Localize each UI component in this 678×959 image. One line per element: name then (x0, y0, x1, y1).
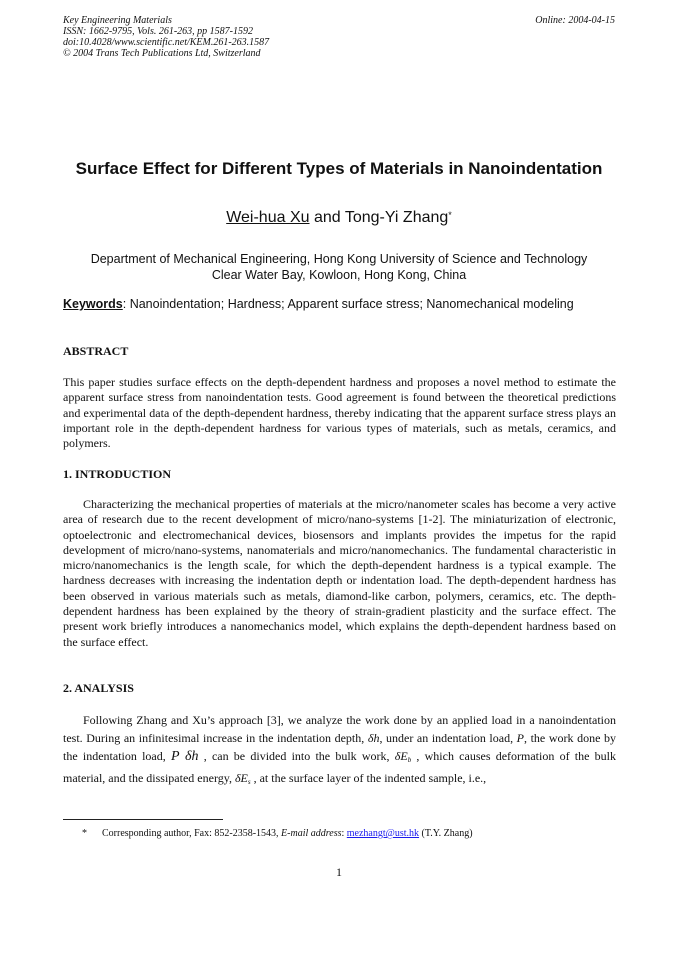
footnote (82, 828, 473, 839)
journal-name: Key Engineering Materials (63, 15, 172, 26)
analysis-text (63, 711, 616, 791)
online-date: Online: 2004-04-15 (535, 15, 615, 26)
page-number: 1 (336, 865, 342, 879)
footnote-divider (63, 819, 223, 820)
footnote-text: Corresponding author, Fax: 852-2358-1543, (102, 828, 282, 839)
footnote-author: (T.Y. Zhang) (419, 828, 473, 839)
analysis-heading: 2. ANALYSIS (63, 681, 134, 695)
copyright-line: © 2004 Trans Tech Publications Ltd, Switzerland (63, 48, 261, 59)
footnote-colon: : (341, 828, 347, 839)
math-delta-e: δE (234, 771, 248, 785)
math-p-delta-h: P δh (170, 749, 199, 764)
running-header (63, 15, 269, 59)
affiliation-line-1: Department of Mechanical Engineering, Hong Kong University of Science and Technology (90, 252, 588, 266)
affiliation-line-2: Clear Water Bay, Kowloon, Hong Kong, China (211, 267, 467, 282)
introduction-heading: 1. INTRODUCTION (63, 467, 172, 481)
math-delta-h: δh (367, 731, 380, 745)
introduction-text: Characterizing the mechanical properties of materials at the micro/nanometer scales has become a very active area of research due to the recent development of micro/nano-systems [1-2]. The miniaturization of electronic, optoelectronic and electromechanical devices, biosensors and implants provides the impetus for the rapid development of micro/nano-systems, nanomaterials and micro/nanomechanics. The fundamental characteristic in micro/nanomechanics is the length scale, for which the depth-dependent hardness is a typical example. The hardness decreases with increasing the indentation depth or indentation load. The depth-dependent hardness has been observed in various materials such as metals, diamond-like carbon, polymers, ceramics, etc. The depth-dependent hardness has been explained by the theory of strain-gradient plasticity and the surface effect. The present work briefly introduces a nanomechanics model, which explains the depth-dependent hardness based on the surface effect. (63, 497, 616, 649)
abstract-text: This paper studies surface effects on the depth-dependent hardness and proposes a novel method to estimate the apparent surface stress from nanoindentation tests. Good agreement is found between the theoretical predictions and experimental data of the depth-dependent hardness, thereby indicating that the apparent surface stress plays an important role in the depth-dependent hardness for various types of materials, such as metals, ceramics, and polymers. (63, 375, 616, 451)
analysis-text-part: , at the surface layer of the indented sample, i.e., (250, 771, 487, 785)
analysis-text-part: , can be divided into the bulk work, (198, 749, 395, 763)
doi-line: doi:10.4028/www.scientific.net/KEM.261-263.1587 (63, 37, 270, 48)
email-label: E-mail address (281, 828, 342, 839)
analysis-text-part: , which causes deformation of the bulk material, and the dissipated energy, (63, 749, 616, 785)
math-subscript-b: b (407, 756, 412, 764)
math-subscript-s: s (247, 778, 251, 786)
math-delta-e: δE (394, 749, 408, 763)
analysis-text-part: , the work done by the indentation load, (63, 731, 617, 763)
author-2: Tong-Yi Zhang (344, 209, 449, 226)
footnote-mark: * (82, 828, 87, 839)
math-load-p: P (516, 731, 525, 745)
paper-title: Surface Effect for Different Types of Materials in Nanoindentation (75, 159, 603, 178)
corresponding-mark: * (448, 210, 452, 220)
author-1[interactable]: Wei-hua Xu (226, 209, 310, 226)
keywords-label: Keywords (63, 297, 123, 311)
author-line (0, 209, 678, 227)
affiliation (0, 252, 678, 283)
analysis-text-part: , under an indentation load, (379, 731, 517, 745)
issn-line: ISSN: 1662-9795, Vols. 261-263, pp 1587-1592 (63, 26, 253, 37)
author-conjunction: and (309, 209, 345, 226)
abstract-heading: ABSTRACT (63, 344, 129, 358)
email-link[interactable]: mezhangt@ust.hk (346, 828, 420, 839)
analysis-text-part: Following Zhang and Xu’s approach [3], we analyze the work done by an applied load in a nanoindentation test. During an infinitesimal increase in the indentation depth, (63, 713, 616, 745)
keywords (63, 297, 623, 311)
keywords-text: : Nanoindentation; Hardness; Apparent surface stress; Nanomechanical modeling (122, 297, 574, 311)
